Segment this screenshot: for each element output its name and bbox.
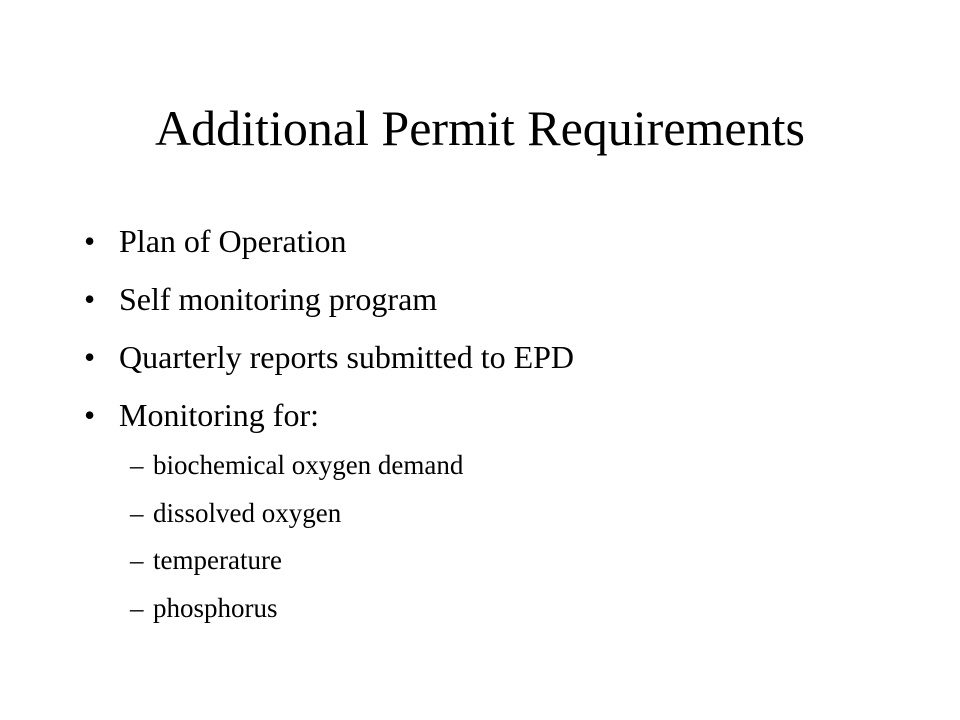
sub-bullet-text: dissolved oxygen [153, 497, 342, 528]
bullet-item [84, 328, 574, 386]
bullet-item [84, 212, 574, 270]
sub-bullet-text: biochemical oxygen demand [153, 450, 464, 480]
sub-bullet-item [130, 490, 620, 538]
sub-bullet-item [130, 537, 620, 585]
bullet-text: Plan of Operation [119, 223, 347, 259]
bullet-item [84, 386, 574, 444]
bullet-item [84, 270, 574, 328]
sub-bullet-marker: – [130, 592, 144, 623]
bullet-text: Monitoring for: [119, 397, 319, 433]
sub-bullet-marker: – [130, 545, 144, 575]
bullet-marker: • [84, 281, 96, 317]
sub-bullet-text: phosphorus [153, 592, 278, 623]
bullet-marker: • [84, 223, 96, 259]
bullet-text: Quarterly reports submitted to EPD [119, 339, 575, 375]
sub-bullet-item [130, 585, 620, 633]
bullet-text: Self monitoring program [119, 281, 438, 317]
bullet-marker: • [84, 339, 96, 375]
sub-bullet-list [130, 442, 620, 632]
sub-bullet-group [84, 444, 574, 634]
sub-bullet-marker: – [130, 497, 144, 528]
sub-bullet-item [130, 442, 620, 490]
sub-bullet-text: temperature [153, 545, 282, 575]
bullet-list [84, 212, 574, 634]
bullet-marker: • [84, 397, 96, 433]
slide-title: Additional Permit Requirements [155, 100, 805, 156]
sub-bullet-marker: – [130, 450, 144, 480]
